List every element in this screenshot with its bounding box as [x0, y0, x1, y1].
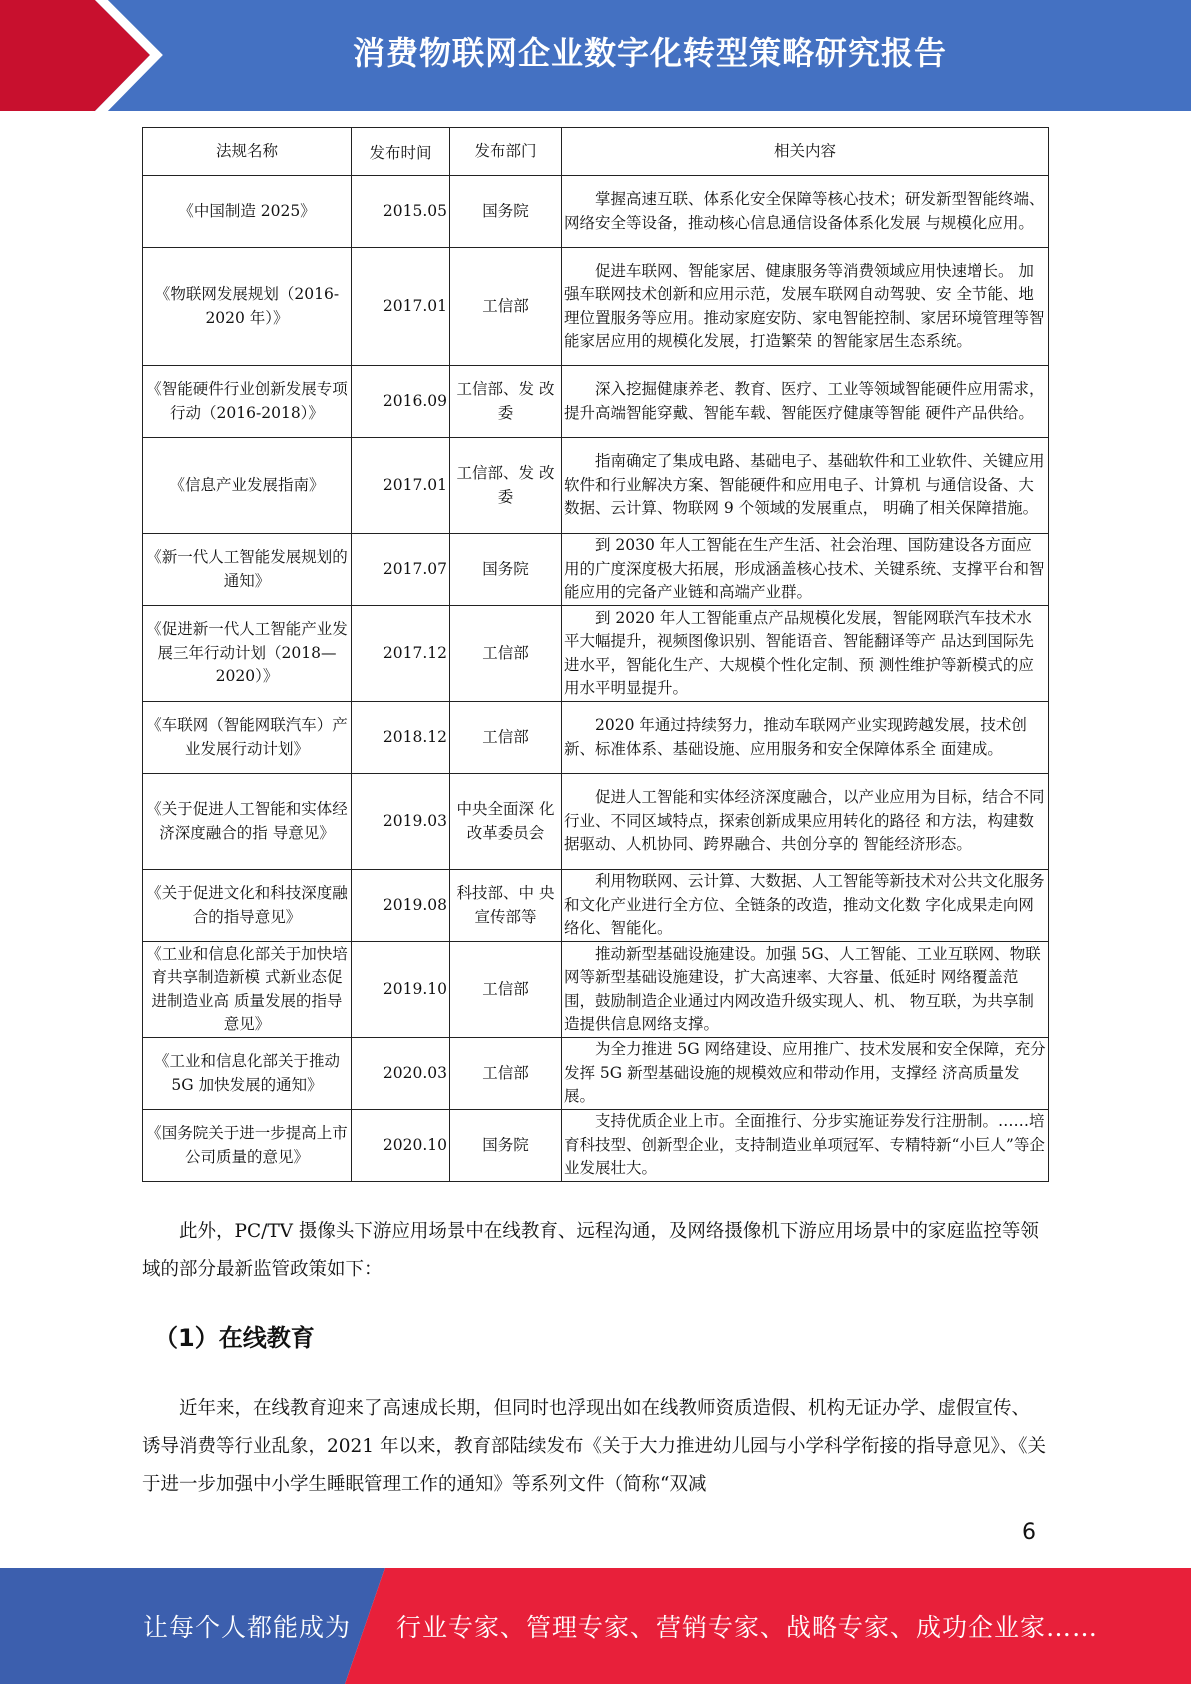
policy-name-cell: 《物联网发展规划（2016-2020 年）》 — [143, 248, 352, 366]
publish-date-cell: 2017.01 — [352, 248, 450, 366]
department-cell: 工信部 — [450, 1038, 562, 1110]
table-row — [143, 774, 1049, 870]
content-cell: 支持优质企业上市。全面推行、分步实施证券发行注册制。……培育科技型、创新型企业，支持制造业单项冠军、专精特新“小巨人”等企业发展壮大。 — [562, 1110, 1049, 1182]
policy-name-cell: 《新一代人工智能发展规划的通知》 — [143, 534, 352, 606]
publish-date-cell: 2018.12 — [352, 702, 450, 774]
footer-slogan-left: 让每个人都能成为 — [143, 1613, 352, 1642]
policy-name-cell: 《信息产业发展指南》 — [143, 438, 352, 534]
paragraph-intro: 此外，PC/TV 摄像头下游应用场景中在线教育、远程沟通，及网络摄像机下游应用场景中的家庭监控等领域的部分最新监管政策如下： — [142, 1221, 1039, 1280]
content-cell: 掌握高速互联、体系化安全保障等核心技术；研发新型智能终端、网络安全等设备，推动核心信息通信设备体系化发展 与规模化应用。 — [562, 176, 1049, 248]
policy-name-cell: 《智能硬件行业创新发展专项行动（2016-2018）》 — [143, 366, 352, 438]
department-cell: 中央全面深 化改革委员会 — [450, 774, 562, 870]
department-cell: 国务院 — [450, 176, 562, 248]
publish-date-cell: 2017.01 — [352, 438, 450, 534]
publish-date-cell: 2020.03 — [352, 1038, 450, 1110]
content-cell: 为全力推进 5G 网络建设、应用推广、技术发展和安全保障，充分发挥 5G 新型基础设施的规模效应和带动作用，支撑经 济高质量发展。 — [562, 1038, 1049, 1110]
department-cell: 工信部、发 改委 — [450, 366, 562, 438]
publish-date-cell: 2017.12 — [352, 606, 450, 702]
content-cell: 深入挖掘健康养老、教育、医疗、工业等领域智能硬件应用需求，提升高端智能穿戴、智能车载、智能医疗健康等智能 硬件产品供给。 — [562, 366, 1049, 438]
header-content: 相关内容 — [562, 128, 1049, 176]
table-row — [143, 248, 1049, 366]
content-cell: 推动新型基础设施建设。加强 5G、人工智能、工业互联网、物联网等新型基础设施建设，扩大高速率、大容量、低延时 网络覆盖范围，鼓励制造企业通过内网改造升级实现人、机、 物互联，为共享制造提供信息网络支撑。 — [562, 942, 1049, 1038]
header-name: 法规名称 — [143, 128, 352, 176]
table-row — [143, 366, 1049, 438]
table-row — [143, 1110, 1049, 1182]
department-cell: 工信部、发 改委 — [450, 438, 562, 534]
content-cell: 促进车联网、智能家居、健康服务等消费领域应用快速增长。 加强车联网技术创新和应用示范，发展车联网自动驾驶、安 全节能、地理位置服务等应用。推动家庭安防、家电智能控制、家居环境管理等智能家居应用的规模化发展，打造繁荣 的智能家居生态系统。 — [562, 248, 1049, 366]
policy-name-cell: 《关于促进文化和科技深度融合的指导意见》 — [143, 870, 352, 942]
paragraph-online-education: 近年来，在线教育迎来了高速成长期，但同时也浮现出如在线教师资质造假、机构无证办学、虚假宣传、诱导消费等行业乱象，2021 年以来，教育部陆续发布《关于大力推进幼儿园与小学科学衔接的指导意见》、《关于进一步加强中小学生睡眠管理工作的通知》等系列文件（简称“双减 — [142, 1398, 1046, 1495]
policy-name-cell: 《车联网（智能网联汽车）产业发展行动计划》 — [143, 702, 352, 774]
content-cell: 2020 年通过持续努力，推动车联网产业实现跨越发展，技术创新、标准体系、基础设施、应用服务和安全保障体系全 面建成。 — [562, 702, 1049, 774]
table-row — [143, 702, 1049, 774]
department-cell: 工信部 — [450, 248, 562, 366]
policy-table — [142, 127, 1049, 1182]
publish-date-cell: 2020.10 — [352, 1110, 450, 1182]
publish-date-cell: 2017.07 — [352, 534, 450, 606]
publish-date-cell: 2015.05 — [352, 176, 450, 248]
publish-date-cell: 2019.03 — [352, 774, 450, 870]
table-row — [143, 534, 1049, 606]
table-row — [143, 942, 1049, 1038]
department-cell: 科技部、中 央宣传部等 — [450, 870, 562, 942]
table-row — [143, 870, 1049, 942]
header-dept: 发布部门 — [450, 128, 562, 176]
policy-name-cell: 《促进新一代人工智能产业发展三年行动计划（2018—2020）》 — [143, 606, 352, 702]
section-heading: （1）在线教育 — [154, 1324, 315, 1352]
policy-name-cell: 《工业和信息化部关于加快培育共享制造新模 式新业态促进制造业高 质量发展的指导意见》 — [143, 942, 352, 1038]
table-row — [143, 1038, 1049, 1110]
page-footer — [0, 1568, 1191, 1684]
publish-date-cell: 2019.10 — [352, 942, 450, 1038]
content-cell: 指南确定了集成电路、基础电子、基础软件和工业软件、关键应用软件和行业解决方案、智能硬件和应用电子、计算机 与通信设备、大数据、云计算、物联网 9 个领域的发展重点， 明确了相关保障措施。 — [562, 438, 1049, 534]
content-cell: 到 2020 年人工智能重点产品规模化发展，智能网联汽车技术水平大幅提升，视频图像识别、智能语音、智能翻译等产 品达到国际先进水平，智能化生产、大规模个性化定制、预 测性维护等新模式的应用水平明显提升。 — [562, 606, 1049, 702]
table-row — [143, 438, 1049, 534]
table-row — [143, 606, 1049, 702]
department-cell: 工信部 — [450, 942, 562, 1038]
policy-name-cell: 《中国制造 2025》 — [143, 176, 352, 248]
publish-date-cell: 2019.08 — [352, 870, 450, 942]
department-cell: 工信部 — [450, 702, 562, 774]
content-cell: 促进人工智能和实体经济深度融合，以产业应用为目标，结合不同行业、不同区域特点，探索创新成果应用转化的路径 和方法，构建数据驱动、人机协同、跨界融合、共创分享的 智能经济形态。 — [562, 774, 1049, 870]
table-header-row — [143, 128, 1049, 176]
department-cell: 国务院 — [450, 534, 562, 606]
department-cell: 国务院 — [450, 1110, 562, 1182]
footer-slogan-right: 行业专家、管理专家、营销专家、战略专家、成功企业家…… — [396, 1613, 1099, 1642]
department-cell: 工信部 — [450, 606, 562, 702]
policy-name-cell: 《国务院关于进一步提高上市公司质量的意见》 — [143, 1110, 352, 1182]
publish-date-cell: 2016.09 — [352, 366, 450, 438]
policy-name-cell: 《工业和信息化部关于推动 5G 加快发展的通知》 — [143, 1038, 352, 1110]
table-row — [143, 176, 1049, 248]
page-number: 6 — [1022, 1520, 1036, 1545]
policy-name-cell: 《关于促进人工智能和实体经济深度融合的指 导意见》 — [143, 774, 352, 870]
header-date: 发布时间 — [352, 128, 450, 176]
report-title: 消费物联网企业数字化转型策略研究报告 — [352, 34, 947, 72]
page-header — [0, 0, 1191, 111]
content-cell: 利用物联网、云计算、大数据、人工智能等新技术对公共文化服务和文化产业进行全方位、全链条的改造，推动文化数 字化成果走向网络化、智能化。 — [562, 870, 1049, 942]
content-cell: 到 2030 年人工智能在生产生活、社会治理、国防建设各方面应用的广度深度极大拓展，形成涵盖核心技术、关键系统、支撑平台和智能应用的完备产业链和高端产业群。 — [562, 534, 1049, 606]
